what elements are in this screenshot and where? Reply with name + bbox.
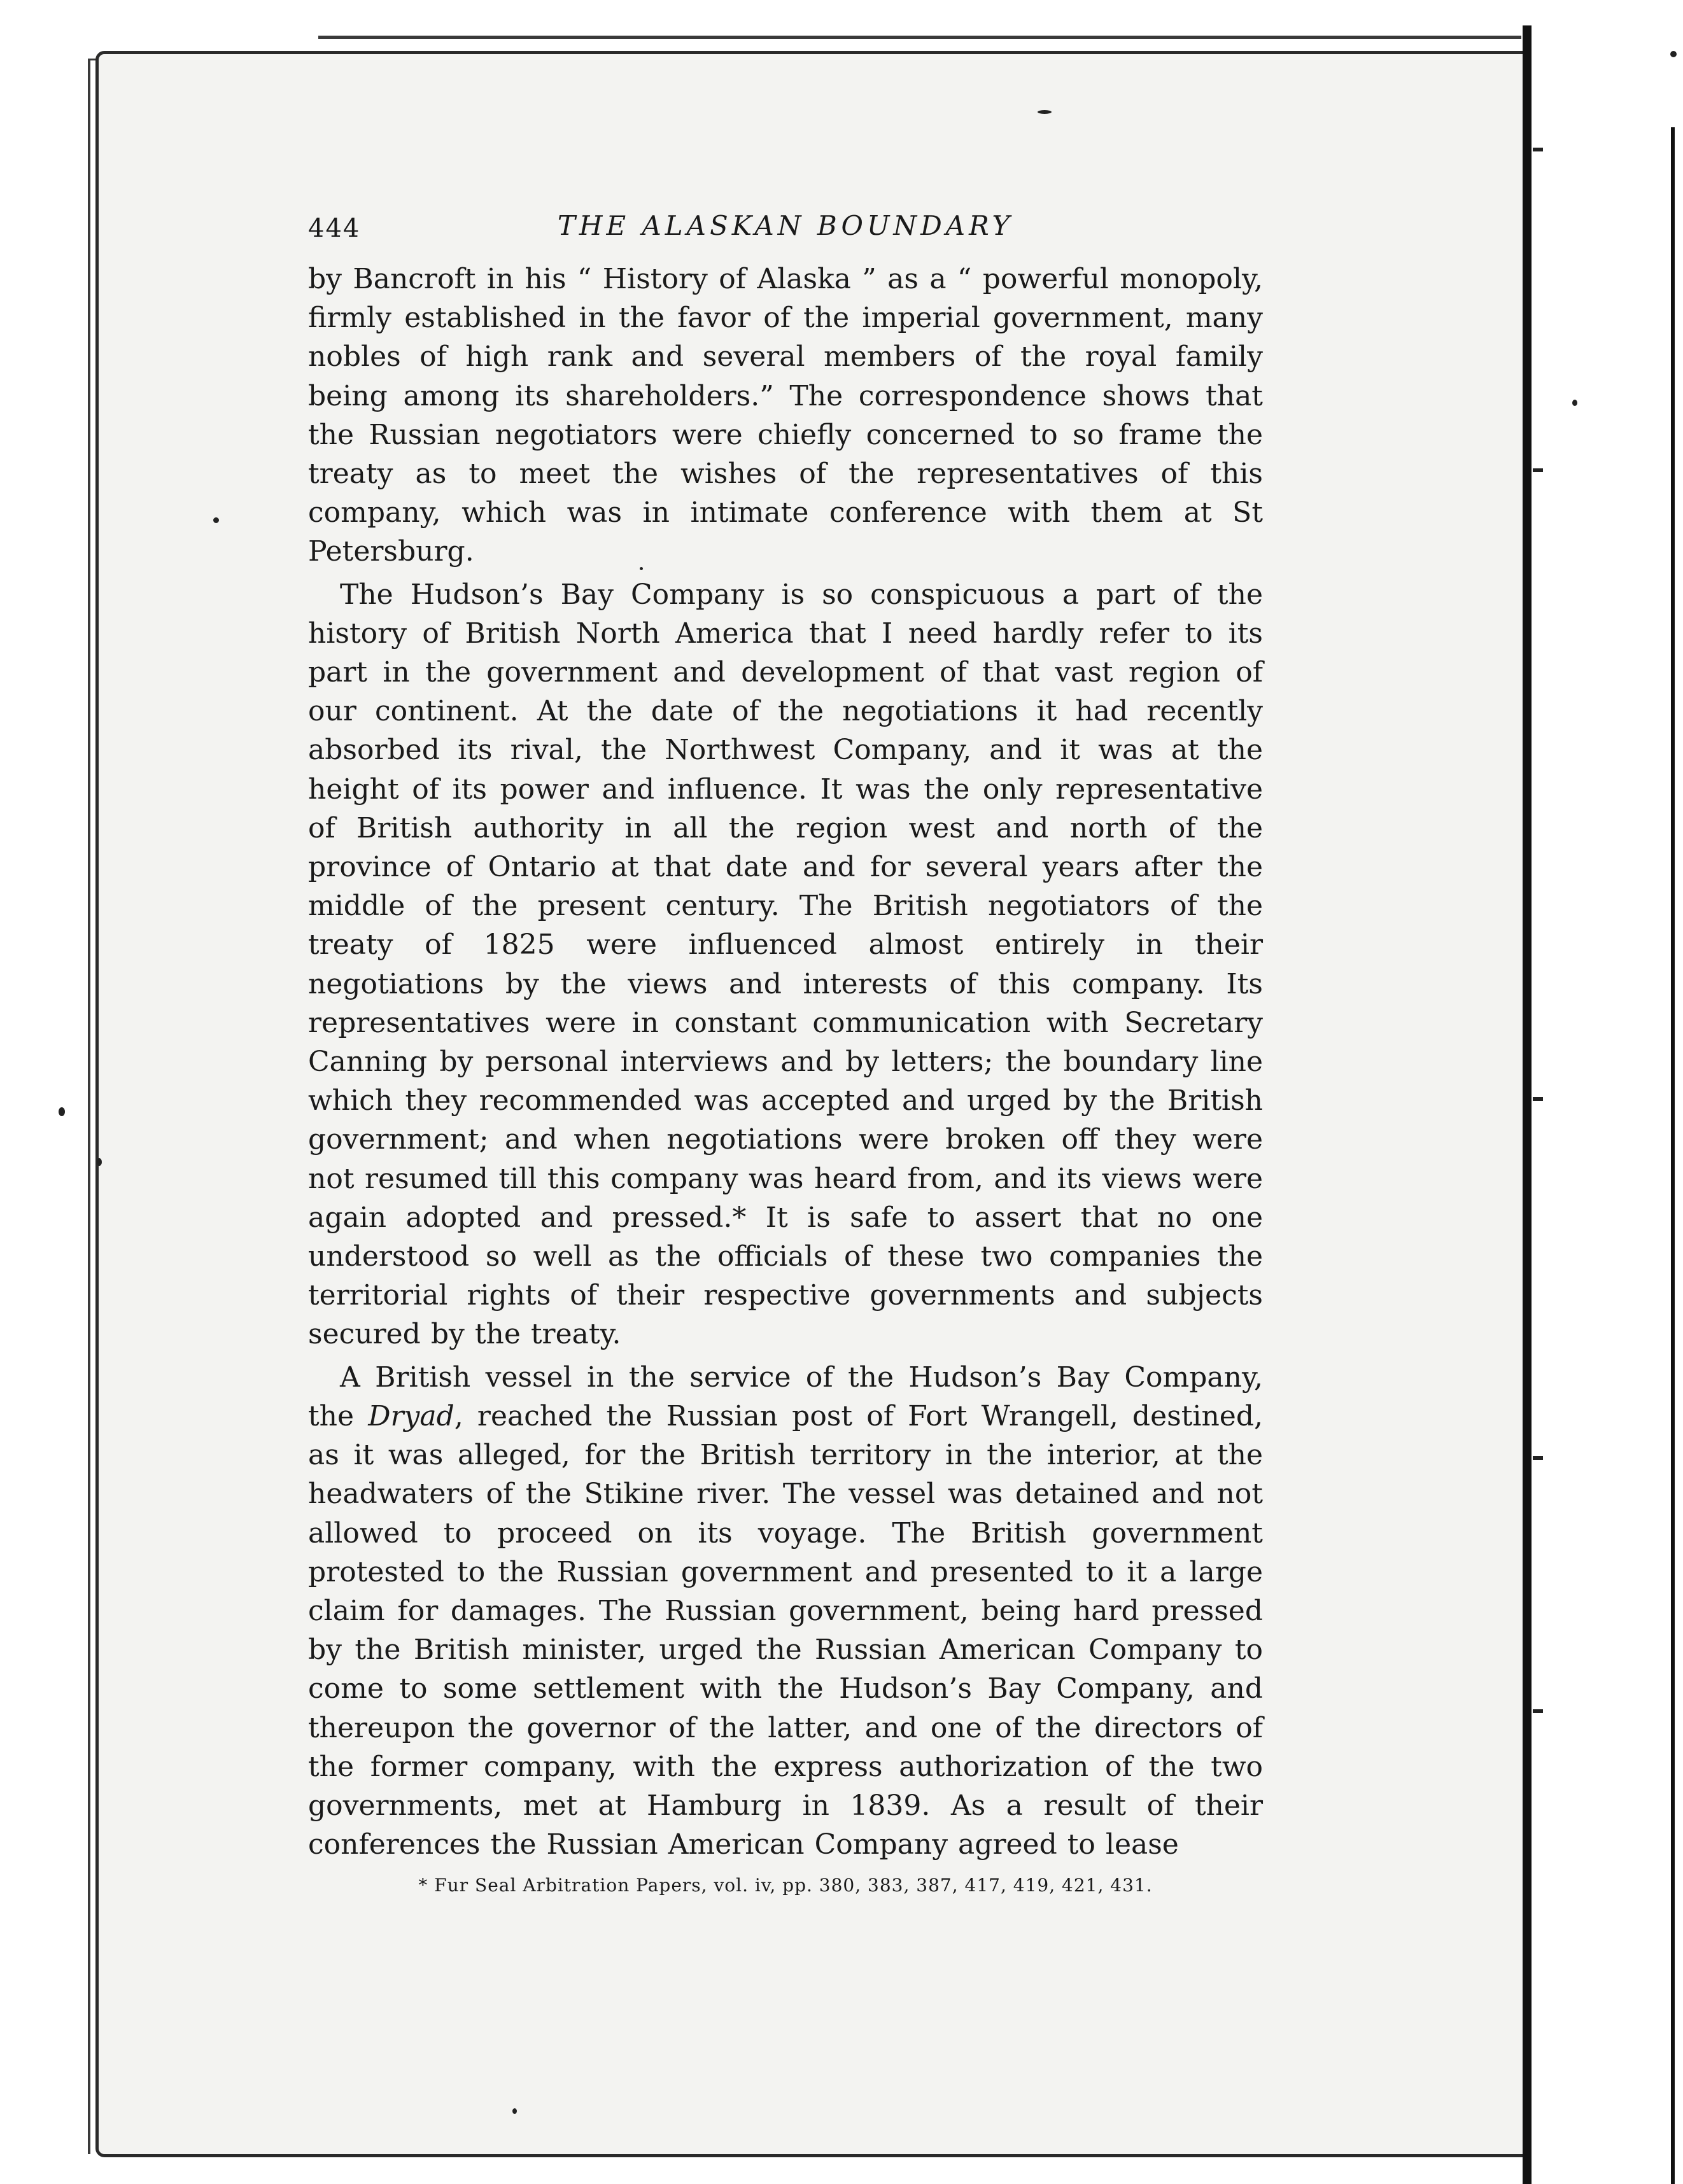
neighbor-mark bbox=[1533, 1709, 1543, 1713]
running-head bbox=[308, 205, 1263, 260]
running-title: THE ALASKAN BOUNDARY bbox=[557, 210, 1014, 241]
scan-speck bbox=[512, 2108, 517, 2114]
ship-name-dryad: Dryad bbox=[368, 1399, 454, 1432]
neighbor-mark bbox=[1533, 468, 1543, 472]
book-gutter bbox=[1523, 25, 1532, 2184]
scan-speck bbox=[97, 1158, 102, 1166]
neighbor-mark bbox=[1533, 148, 1543, 151]
neighbor-mark bbox=[1533, 1097, 1543, 1101]
page-text-block bbox=[308, 205, 1263, 1898]
paragraph-2: The Hudson’s Bay Company is so conspicuous a part of the history of British North America that I need hardly refer to its part in the government and development of that vast region of our continent. At the date of the negotiations it had recently absorbed its rival, the Northwest Company, and it was at the height of its power and influence. It was the only representative of British authority in all the region west and north of the province of Ontario at that date and for several years after the middle of the present century. The British negotiators of the treaty of 1825 were influenced almost entirely in their negotiations by the views and interests of this company. Its representatives were in constant communication with Secretary Canning by personal interviews and by letters; the boundary line which they recommended was accepted and urged by the British government; and when negotiations were broken off they were not resumed till this company was heard from, and its views were again adopted and pressed.* It is safe to assert that no one understood so well as the officials of these two companies the territorial rights of their respective governments and subjects secured by the treaty. bbox=[308, 578, 1263, 1351]
neighbor-page-edge bbox=[1532, 25, 1683, 2184]
scan-speck bbox=[59, 1107, 65, 1116]
scan-speck bbox=[1670, 51, 1677, 57]
page-top-edge bbox=[318, 36, 1521, 39]
scan-speck bbox=[1572, 400, 1577, 406]
footnote: * Fur Seal Arbitration Papers, vol. iv, pp. 380, 383, 387, 417, 419, 421, 431. bbox=[418, 1875, 1153, 1896]
paragraph-3 bbox=[308, 1358, 1263, 1865]
neighbor-page-border bbox=[1671, 127, 1675, 2184]
paragraph-3-rest: , reached the Russian post of Fort Wrangell, destined, as it was alleged, for the British territory in the interior, at the headwaters of the Stikine river. The vessel was detained and not allowed to proceed on its voyage. The British government protested to the Russian government and presented to it a large claim for damages. The Russian government, being hard pressed by the British minister, urged the Russian American Company to come to some settlement with the Hudson’s Bay Company, and thereupon the governor of the latter, and one of the directors of the former company, with the express authorization of the two governments, met at Hamburg in 1839. As a result of their conferences the Russian American Company agreed to lease bbox=[308, 1399, 1263, 1861]
scan-speck bbox=[1038, 110, 1052, 114]
neighbor-mark bbox=[1533, 1456, 1543, 1460]
page-number: 444 bbox=[308, 214, 361, 243]
scan-speck bbox=[213, 517, 219, 523]
paragraph-1: by Bancroft in his “ History of Alaska ” as a “ powerful monopoly, firmly established in the favor of the imperial government, many nobles of high rank and several members of the royal family being among its shareholders.” The correspondence shows that the Russian negotiators were chiefly concerned to so frame the treaty as to meet the wishes of the representatives of this company, which was in intimate conference with them at St Petersburg. bbox=[308, 263, 1263, 568]
paragraph-3-lead: A British vessel in the service of the Hudson’s Bay Company, the bbox=[308, 1361, 1263, 1432]
